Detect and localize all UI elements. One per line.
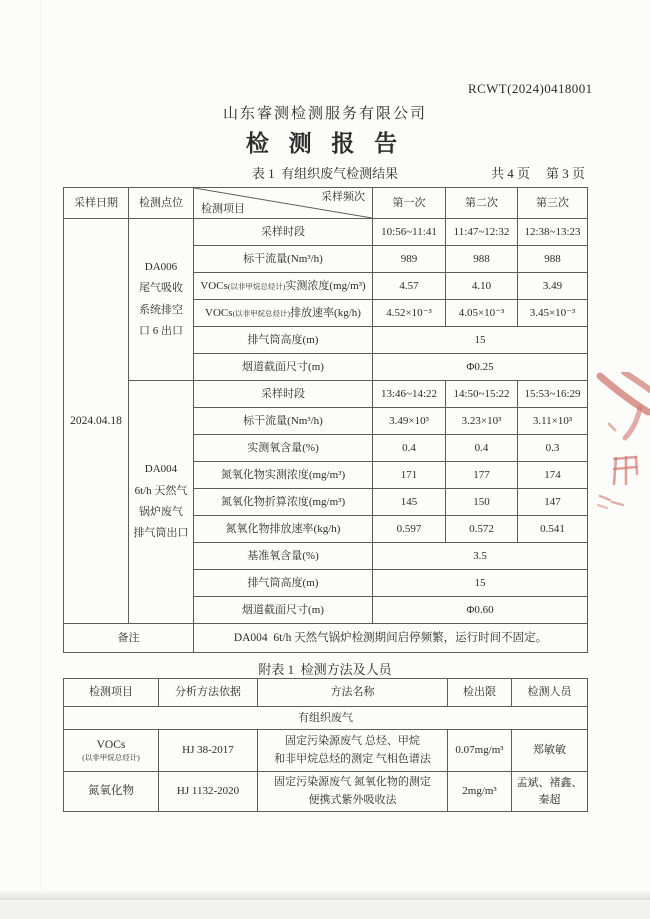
value-cell: 0.4 <box>446 435 518 462</box>
header-personnel: 检测人员 <box>512 679 588 707</box>
remark-label: 备注 <box>64 624 194 653</box>
test-item-cell: 氮氧化物 <box>64 772 159 812</box>
group-label: 有组织废气 <box>64 707 588 730</box>
limit-cell: 0.07mg/m³ <box>448 730 512 772</box>
report-title: 检 测 报 告 <box>245 131 405 156</box>
header-sampling-frequency: 采样频次 <box>321 191 365 203</box>
page-total: 共 4 页 <box>490 166 530 181</box>
limit-cell: 2mg/m³ <box>448 772 512 812</box>
value-cell: 3.49×10³ <box>373 408 446 435</box>
header-run-1: 第一次 <box>373 188 446 219</box>
parameter-cell: 烟道截面尺寸(m) <box>194 597 373 624</box>
value-cell: 3.45×10⁻³ <box>518 300 588 327</box>
merged-value-cell: Φ0.60 <box>373 597 588 624</box>
header-frequency-item <box>194 188 373 219</box>
merged-value-cell: 15 <box>373 570 588 597</box>
red-seal-fragment-icon <box>594 372 650 512</box>
basis-cell: HJ 38-2017 <box>159 730 258 772</box>
parameter-cell: 标干流量(Nm³/h) <box>194 408 373 435</box>
personnel-cell: 孟斌、褚鑫、秦超 <box>512 772 588 812</box>
value-cell: 4.10 <box>446 273 518 300</box>
table-row <box>64 219 588 246</box>
parameter-cell: 排气筒高度(m) <box>194 327 373 354</box>
page-current: 第 3 页 <box>545 166 585 181</box>
header-run-3: 第三次 <box>518 188 588 219</box>
value-cell: 12:38~13:23 <box>518 219 588 246</box>
value-cell: 171 <box>373 462 446 489</box>
point-cell-da004: DA004 6t/h 天然气 锅炉废气 排气筒出口 <box>129 381 194 624</box>
parameter-cell: VOCs(以非甲烷总烃计)实测浓度(mg/m³) <box>194 273 373 300</box>
method-cell: 固定污染源废气 氮氧化物的测定 便携式紫外吸收法 <box>258 772 448 812</box>
parameter-cell: 采样时段 <box>194 381 373 408</box>
value-cell: 4.57 <box>373 273 446 300</box>
value-cell: 147 <box>518 489 588 516</box>
parameter-cell: 采样时段 <box>194 219 373 246</box>
pagination <box>475 163 585 182</box>
results-table <box>63 187 588 653</box>
value-cell: 145 <box>373 489 446 516</box>
merged-value-cell: Φ0.25 <box>373 354 588 381</box>
value-cell: 14:50~15:22 <box>446 381 518 408</box>
parameter-cell: 氮氧化物排放速率(kg/h) <box>194 516 373 543</box>
value-cell: 0.597 <box>373 516 446 543</box>
value-cell: 0.4 <box>373 435 446 462</box>
parameter-cell: 氮氧化物实测浓度(mg/m³) <box>194 462 373 489</box>
value-cell: 10:56~11:41 <box>373 219 446 246</box>
value-cell: 0.3 <box>518 435 588 462</box>
remark-text: DA004 6t/h 天然气锅炉检测期间启停频繁，运行时间不固定。 <box>194 624 588 653</box>
test-item-cell: VOCs (以非甲烷总烃计) <box>64 730 159 772</box>
scanner-background <box>0 900 650 919</box>
header-test-item: 检测项目 <box>201 202 245 215</box>
parameter-cell: 烟道截面尺寸(m) <box>194 354 373 381</box>
value-cell: 988 <box>518 246 588 273</box>
parameter-cell: 排气筒高度(m) <box>194 570 373 597</box>
methods-table <box>63 678 588 812</box>
value-cell: 4.05×10⁻³ <box>446 300 518 327</box>
value-cell: 13:46~14:22 <box>373 381 446 408</box>
header-monitor-point: 检测点位 <box>129 188 194 219</box>
header-method-name: 方法名称 <box>258 679 448 707</box>
table1-caption: 表 1 有组织废气检测结果 <box>251 166 399 181</box>
sample-date-cell: 2024.04.18 <box>64 219 129 624</box>
parameter-cell: 实测氧含量(%) <box>194 435 373 462</box>
header-method-basis: 分析方法依据 <box>159 679 258 707</box>
table-row <box>64 772 588 812</box>
value-cell: 3.49 <box>518 273 588 300</box>
basis-cell: HJ 1132-2020 <box>159 772 258 812</box>
paper-bottom-edge <box>0 891 650 900</box>
header-test-item: 检测项目 <box>64 679 159 707</box>
header-sample-date: 采样日期 <box>64 188 129 219</box>
method-cell: 固定污染源废气 总烃、甲烷 和非甲烷总烃的测定 气相色谱法 <box>258 730 448 772</box>
value-cell: 174 <box>518 462 588 489</box>
merged-value-cell: 3.5 <box>373 543 588 570</box>
remark-row <box>64 624 588 653</box>
value-cell: 177 <box>446 462 518 489</box>
table1-caption-row <box>63 163 587 181</box>
parameter-cell: 基准氧含量(%) <box>194 543 373 570</box>
personnel-cell: 郑敏敏 <box>512 730 588 772</box>
group-row <box>64 707 588 730</box>
header-run-2: 第二次 <box>446 188 518 219</box>
value-cell: 3.23×10³ <box>446 408 518 435</box>
value-cell: 0.572 <box>446 516 518 543</box>
company-name: 山东睿测检测服务有限公司 <box>222 106 427 122</box>
header-detection-limit: 检出限 <box>448 679 512 707</box>
point-cell-da006: DA006 尾气吸收 系统排空 口 6 出口 <box>129 219 194 381</box>
parameter-cell: 氮氧化物折算浓度(mg/m³) <box>194 489 373 516</box>
merged-value-cell: 15 <box>373 327 588 354</box>
value-cell: 989 <box>373 246 446 273</box>
value-cell: 3.11×10³ <box>518 408 588 435</box>
report-number: RCWT(2024)0418001 <box>468 81 593 96</box>
parameter-cell: VOCs(以非甲烷总烃计)排放速率(kg/h) <box>194 300 373 327</box>
value-cell: 11:47~12:32 <box>446 219 518 246</box>
value-cell: 150 <box>446 489 518 516</box>
value-cell: 15:53~16:29 <box>518 381 588 408</box>
value-cell: 4.52×10⁻³ <box>373 300 446 327</box>
table-row <box>64 381 588 408</box>
methods-table-caption: 附表 1 检测方法及人员 <box>258 662 392 677</box>
value-cell: 988 <box>446 246 518 273</box>
table-row <box>64 730 588 772</box>
parameter-cell: 标干流量(Nm³/h) <box>194 246 373 273</box>
value-cell: 0.541 <box>518 516 588 543</box>
